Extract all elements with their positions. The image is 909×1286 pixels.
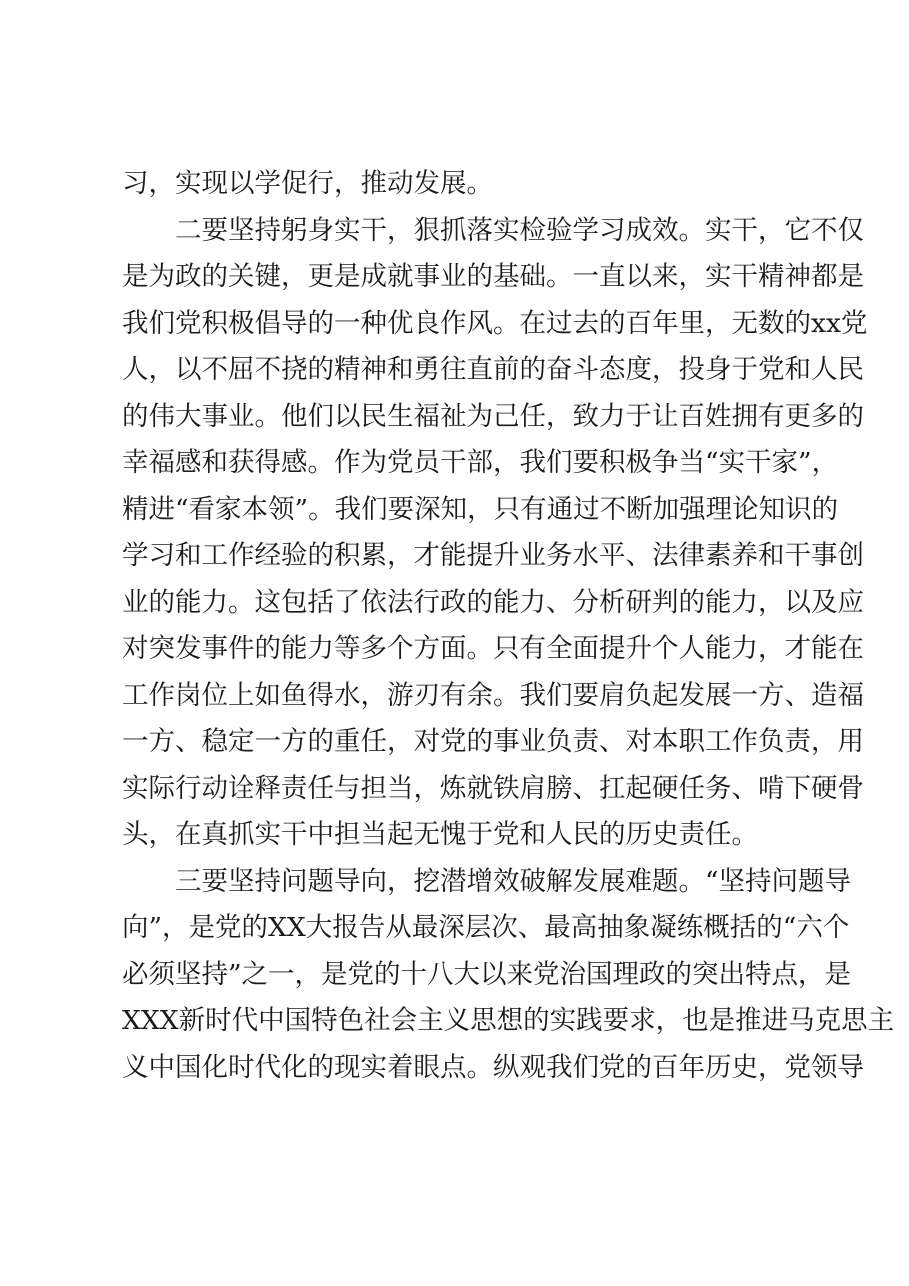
text-line-3: 是为政的关键，更是成就事业的基础。一直以来，实干精神都是 [122, 261, 864, 292]
text-line-18: 必须坚持”之一，是党的十八大以来党治国理政的突出特点，是 [122, 958, 852, 990]
text-line-9: 学习和工作经验的积累，才能提升业务水平、法律素养和干事创 [122, 540, 864, 571]
text-line-8: 精进“看家本领”。我们要深知，只有通过不断加强理论知识的 [122, 493, 839, 525]
text-line-7: 幸福感和获得感。作为党员干部，我们要积极争当“实干家”， [122, 447, 839, 478]
text-line-20: 义中国化时代化的现实着眼点。纵观我们党的百年历史，党领导 [122, 1051, 864, 1083]
text-line-11: 对突发事件的能力等多个方面。只有全面提升个人能力，才能在 [122, 633, 864, 664]
text-line-2: 二要坚持躬身实干，狠抓落实检验学习成效。实干，它不仅 [122, 214, 864, 246]
text-line-5: 人，以不屈不挠的精神和勇往直前的奋斗态度，投身于党和人民 [122, 354, 864, 385]
text-line-14: 实际行动诠释责任与担当，炼就铁肩膀、扛起硬任务、啃下硬骨 [122, 772, 864, 804]
text-line-1: 习，实现以学促行，推动发展。 [122, 168, 493, 199]
text-line-13: 一方、稳定一方的重任，对党的事业负责、对本职工作负责，用 [122, 726, 864, 757]
text-line-4: 我们党积极倡导的一种优良作风。在过去的百年里，无数的xx党 [122, 307, 868, 339]
text-line-12: 工作岗位上如鱼得水，游刃有余。我们要肩负起发展一方、造福 [122, 679, 864, 711]
text-line-15: 头，在真抓实干中担当起无愧于党和人民的历史责任。 [122, 819, 758, 850]
text-line-10: 业的能力。这包括了依法行政的能力、分析研判的能力，以及应 [122, 586, 864, 618]
document-body [122, 161, 895, 1091]
text-line-16: 三要坚持问题导向，挖潜增效破解发展难题。“坚持问题导 [122, 865, 852, 897]
text-line-6: 的伟大事业。他们以民生福祉为己任，致力于让百姓拥有更多的 [122, 400, 864, 432]
text-line-17: 向”，是党的XX大报告从最深层次、最高抽象凝练概括的“六个 [122, 912, 850, 943]
text-line-19: XXX新时代中国特色社会主义思想的实践要求，也是推进马克思主 [122, 1005, 895, 1036]
